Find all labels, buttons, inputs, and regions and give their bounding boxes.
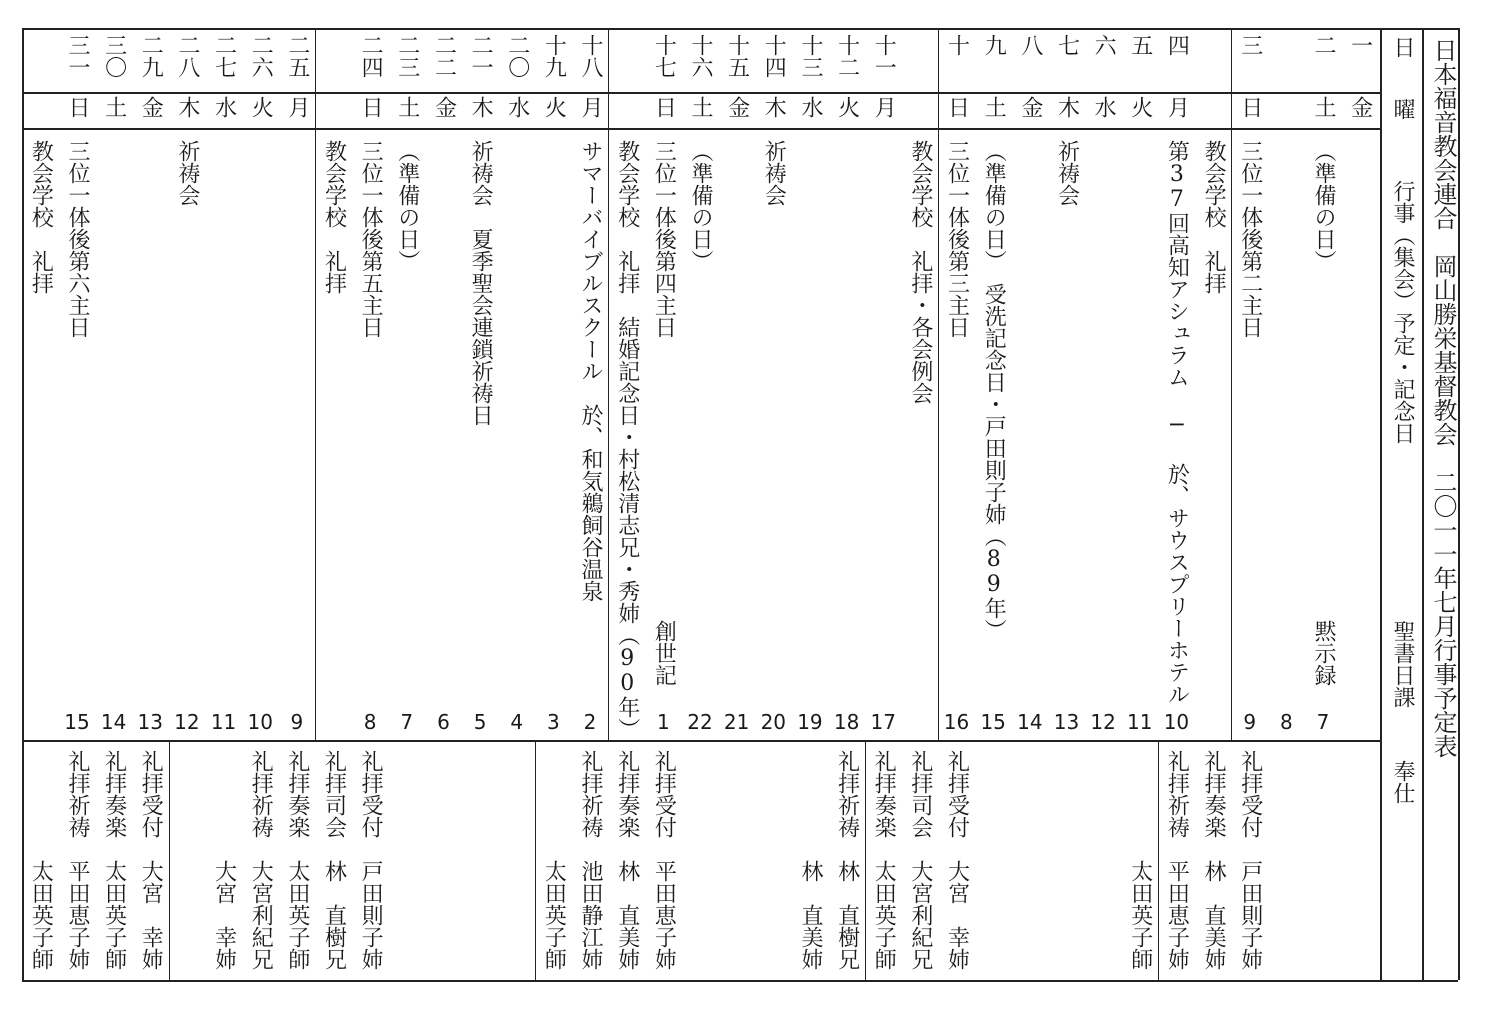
- day-weekday: 水: [797, 96, 823, 118]
- day-date: 二四: [358, 34, 384, 78]
- day-date: 十七: [651, 34, 677, 78]
- day-event: 三位一体後第三主日: [944, 140, 970, 338]
- reading-chapter: 9: [290, 710, 304, 734]
- day-date: 二: [1311, 34, 1337, 56]
- reading-chapter: 13: [1053, 710, 1080, 734]
- title-divider: [1422, 28, 1424, 980]
- day-weekday: 金: [724, 96, 750, 118]
- day-date: 二六: [248, 34, 274, 78]
- service-entry: 礼拝司会 大宮利紀兄: [907, 750, 933, 970]
- day-weekday: 日: [651, 96, 677, 118]
- day-date: 十六: [688, 34, 713, 78]
- day-date: 十一: [871, 34, 897, 78]
- day-event: サマーバイブルスクール 於、和気鵜飼谷温泉: [578, 140, 604, 602]
- reading-chapter: 15: [64, 710, 90, 734]
- service-entry: 太田英子師: [1127, 750, 1153, 970]
- service-entry: 太田英子師: [541, 750, 567, 970]
- day-weekday: 水: [504, 96, 530, 118]
- day-event: 第37回高知アシュラム ─ 於、サウスプリーホテル: [1164, 140, 1190, 705]
- day-date: 三〇: [101, 34, 127, 78]
- day-date: 七: [1054, 34, 1080, 56]
- reading-chapter: 9: [1243, 710, 1257, 734]
- day-weekday: 金: [1017, 96, 1043, 118]
- service-separator: [1158, 740, 1159, 980]
- day-date: 二八: [174, 34, 200, 78]
- day-weekday: 日: [64, 96, 90, 118]
- day-date: 十五: [724, 34, 750, 78]
- reading-chapter: 8: [363, 710, 377, 734]
- day-date: 一: [1347, 34, 1373, 56]
- day-weekday: 木: [468, 96, 494, 118]
- day-date: 十九: [541, 34, 567, 78]
- service-entry: 礼拝司会 林 直樹兄: [321, 750, 347, 970]
- day-weekday: 火: [834, 96, 860, 118]
- day-event: 教会学校 礼拝・各会例会: [907, 140, 933, 404]
- reading-chapter: 1: [656, 710, 670, 734]
- day-event: 教会学校 礼拝: [28, 140, 54, 294]
- day-weekday: 土: [688, 96, 713, 118]
- day-weekday: 日: [1237, 96, 1263, 118]
- date-column-header: 日: [1390, 36, 1415, 58]
- reading-chapter: 8: [1280, 710, 1293, 734]
- service-entry: 礼拝受付 戸田則子姉: [1237, 750, 1263, 970]
- week-separator: [315, 28, 316, 740]
- day-event: 祈祷会: [1054, 140, 1080, 206]
- day-weekday: 木: [761, 96, 787, 118]
- reading-chapter: 22: [687, 710, 713, 734]
- service-entry: 礼拝受付 大宮 幸姉: [944, 750, 970, 970]
- day-date: 十四: [761, 34, 787, 78]
- weekday-column-header: 曜: [1390, 98, 1415, 120]
- frame-right: [1458, 28, 1460, 980]
- day-weekday: 水: [211, 96, 237, 118]
- reading-chapter: 7: [400, 710, 414, 734]
- frame-bottom: [22, 980, 1458, 982]
- day-event: 祈祷会: [761, 140, 787, 206]
- reading-chapter: 17: [870, 710, 896, 734]
- day-weekday: 金: [1347, 96, 1373, 118]
- service-entry: 礼拝祈祷 平田恵子姉: [64, 750, 90, 970]
- day-event: 三位一体後第二主日: [1237, 140, 1263, 338]
- reading-chapter: 14: [100, 710, 127, 734]
- day-date: 二三: [394, 34, 420, 78]
- day-event: 三位一体後第六主日: [64, 140, 90, 338]
- day-weekday: 月: [578, 96, 604, 118]
- reading-column-header: 聖書日課: [1390, 620, 1415, 708]
- day-weekday: 月: [1164, 96, 1190, 118]
- day-weekday: 金: [431, 96, 457, 118]
- day-date: 十三: [797, 34, 823, 78]
- reading-chapter: 15: [980, 710, 1006, 734]
- day-date: 十二: [834, 34, 860, 78]
- reading-chapter: 12: [1090, 710, 1116, 734]
- reading-chapter: 13: [137, 710, 163, 734]
- service-entry: 礼拝受付 戸田則子姉: [358, 750, 384, 970]
- day-weekday: 土: [981, 96, 1007, 118]
- frame-left: [22, 28, 24, 980]
- service-entry: 礼拝祈祷 大宮利紀兄: [248, 750, 274, 970]
- day-date: 二九: [138, 34, 164, 78]
- day-weekday: 土: [1311, 96, 1337, 118]
- service-entry: 礼拝祈祷 平田恵子姉: [1164, 750, 1190, 970]
- day-date: 二七: [211, 34, 237, 78]
- service-entry: 林 直美姉: [797, 750, 823, 970]
- service-entry: 礼拝奏楽 太田英子師: [101, 750, 127, 970]
- day-date: 二五: [284, 34, 310, 78]
- day-date: 九: [981, 34, 1007, 56]
- service-entry: 大宮 幸姉: [211, 750, 237, 970]
- day-date: 二〇: [504, 34, 530, 78]
- day-weekday: 金: [138, 96, 164, 118]
- week-separator: [608, 28, 609, 740]
- reading-chapter: 4: [510, 710, 524, 734]
- reading-chapter: 10: [1163, 710, 1190, 734]
- day-weekday: 土: [101, 96, 127, 118]
- day-weekday: 火: [248, 96, 274, 118]
- service-entry: 礼拝祈祷 池田静江姉: [578, 750, 604, 970]
- service-entry: 礼拝受付 大宮 幸姉: [138, 750, 164, 970]
- day-date: 四: [1164, 34, 1190, 56]
- page-title: 日本福音教会連合 岡山勝栄基督教会 二〇一一年七月行事予定表: [1429, 38, 1457, 758]
- day-date: 五: [1127, 34, 1153, 56]
- service-separator: [169, 740, 170, 980]
- day-date: 八: [1017, 34, 1043, 56]
- reading-chapter: 5: [473, 710, 487, 734]
- day-date: 三: [1237, 34, 1263, 56]
- reading-chapter: 11: [210, 710, 237, 734]
- reading-chapter: 19: [797, 710, 823, 734]
- day-event: 三位一体後第四主日: [651, 140, 677, 338]
- day-weekday: 火: [1127, 96, 1153, 118]
- reading-chapter: 3: [547, 710, 560, 734]
- day-weekday: 木: [174, 96, 200, 118]
- reading-book: 黙示録: [1311, 620, 1337, 686]
- day-date: 六: [1091, 34, 1117, 56]
- reading-chapter: 16: [943, 710, 970, 734]
- row-divider-weekday: [22, 128, 1380, 130]
- day-weekday: 日: [944, 96, 970, 118]
- service-entry: 礼拝奏楽 太田英子師: [284, 750, 310, 970]
- service-separator: [865, 740, 866, 980]
- event-column-header: 行事（集会）予定・記念日: [1390, 180, 1415, 444]
- week-separator: [1231, 28, 1232, 740]
- service-entry: 礼拝祈祷 林 直樹兄: [834, 750, 860, 970]
- reading-chapter: 21: [723, 710, 750, 734]
- day-event: （準備の日） 受洗記念日・戸田則子姉（89年）: [981, 140, 1007, 641]
- day-weekday: 月: [284, 96, 310, 118]
- service-entry: 礼拝奏楽 林 直美姉: [1201, 750, 1227, 970]
- day-event: （準備の日）: [688, 140, 713, 272]
- day-event: （準備の日）: [1311, 140, 1337, 272]
- day-event: （準備の日）: [394, 140, 420, 272]
- day-weekday: 月: [871, 96, 897, 118]
- day-event: 教会学校 礼拝 結婚記念日・村松清志兄・秀姉（90年）: [614, 140, 640, 740]
- day-event: 祈祷会: [174, 140, 200, 206]
- service-column-header: 奉仕: [1390, 760, 1415, 804]
- reading-chapter: 10: [247, 710, 273, 734]
- reading-chapter: 14: [1017, 710, 1043, 734]
- day-event: 祈祷会 夏季聖会連鎖祈祷日: [468, 140, 494, 426]
- day-weekday: 日: [358, 96, 384, 118]
- day-date: 十八: [578, 34, 604, 78]
- day-date: 二一: [468, 34, 494, 78]
- day-event: 教会学校 礼拝: [1201, 140, 1227, 294]
- service-separator: [535, 740, 536, 980]
- day-weekday: 土: [394, 96, 420, 118]
- reading-chapter: 7: [1316, 710, 1330, 734]
- service-entry: 太田英子師: [28, 750, 54, 970]
- week-separator: [938, 28, 939, 740]
- day-weekday: 水: [1091, 96, 1117, 118]
- reading-chapter: 18: [833, 710, 860, 734]
- reading-chapter: 6: [437, 710, 450, 734]
- reading-chapter: 2: [583, 710, 597, 734]
- day-weekday: 火: [541, 96, 567, 118]
- day-date: 十: [944, 34, 970, 56]
- reading-chapter: 12: [174, 710, 200, 734]
- reading-book: 創世記: [651, 620, 677, 686]
- day-event: 三位一体後第五主日: [358, 140, 384, 338]
- day-date: 三一: [64, 34, 90, 78]
- day-event: 教会学校 礼拝: [321, 140, 347, 294]
- service-entry: 礼拝受付 平田恵子姉: [651, 750, 677, 970]
- reading-chapter: 11: [1127, 710, 1153, 734]
- row-divider-date: [22, 92, 1380, 94]
- reading-chapter: 20: [760, 710, 787, 734]
- day-date: 二二: [431, 34, 457, 78]
- day-weekday: 木: [1054, 96, 1080, 118]
- row-divider-service: [22, 740, 1380, 742]
- service-entry: 礼拝奏楽 林 直美姉: [614, 750, 640, 970]
- header-divider: [1380, 28, 1382, 980]
- frame-top: [22, 28, 1458, 30]
- service-entry: 礼拝奏楽 太田英子師: [871, 750, 897, 970]
